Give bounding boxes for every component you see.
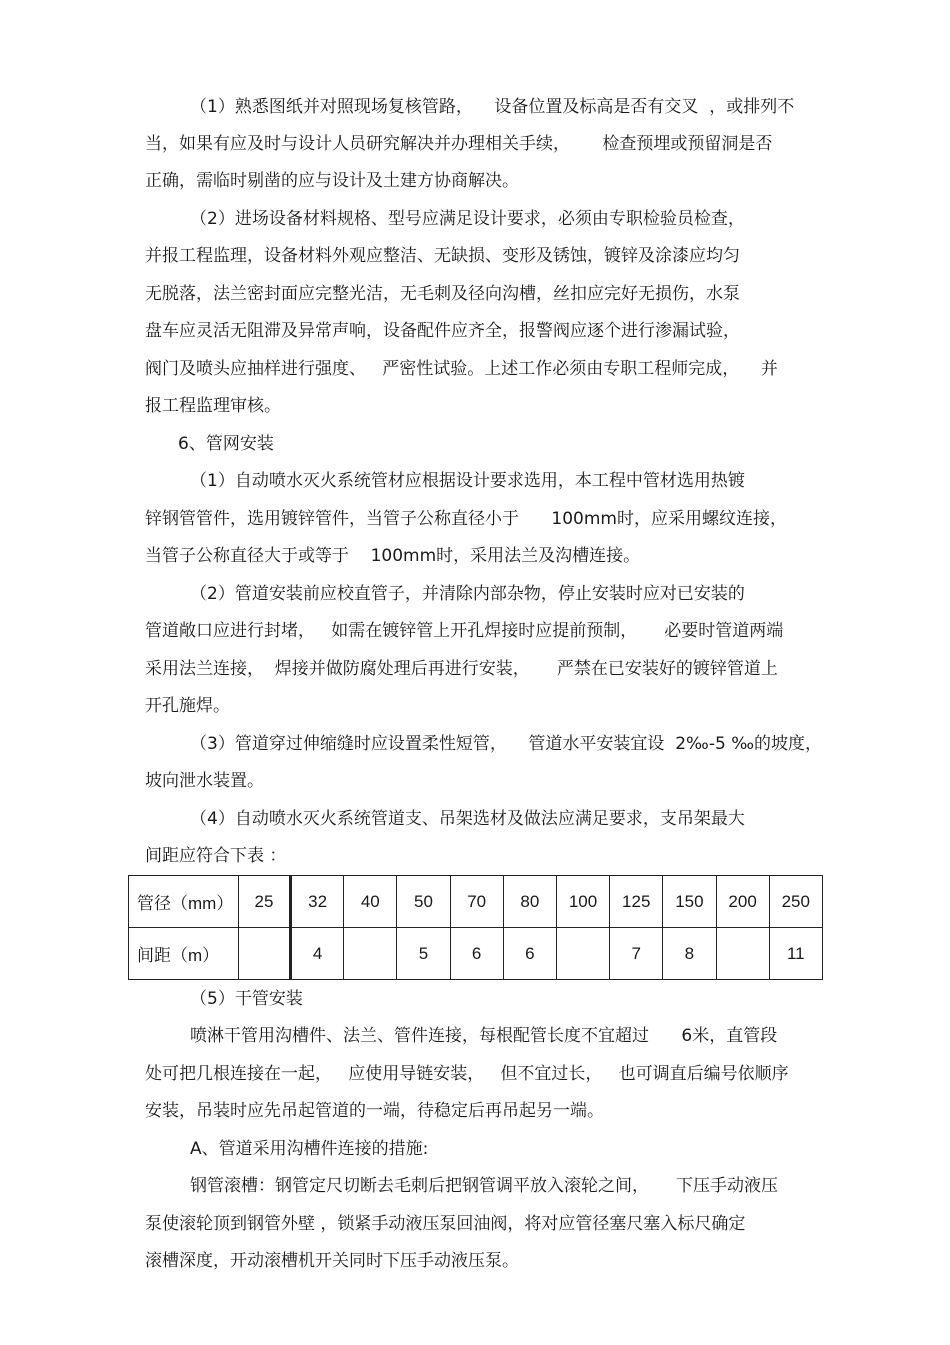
support-spacing-table	[128, 875, 823, 980]
table-cell: 200	[716, 876, 769, 928]
table-cell: 25	[239, 876, 291, 928]
text-line: （3）管道穿过伸缩缝时应设置柔性短管， 管道水平安装宜设 2‰-5 ‰的坡度，	[190, 734, 823, 754]
text-line: 采用法兰连接， 焊接并做防腐处理后再进行安装， 严禁在已安装好的镀锌管道上	[145, 659, 778, 679]
text-line: 锌钢管管件，选用镀锌管件，当管子公称直径小于 100mm时，应采用螺纹连接，	[145, 509, 787, 529]
text-line: （4）自动喷水灭火系统管道支、吊架选材及做法应满足要求，支吊架最大	[190, 809, 745, 829]
table-cell: 150	[663, 876, 716, 928]
text-line: 并报工程监理，设备材料外观应整洁、无缺损、变形及锈蚀，镀锌及涂漆应均匀	[145, 246, 740, 266]
table-cell: 8	[663, 928, 716, 980]
text-line: 滚槽深度，开动滚槽机开关同时下压手动液压泵。	[145, 1251, 519, 1271]
text-line: 报工程监理审核。	[145, 396, 281, 416]
table-cell	[239, 928, 291, 980]
table-cell: 6	[450, 928, 503, 980]
table-header-diameter: 管径（mm）	[129, 876, 239, 928]
text-line: 管道敞口应进行封堵， 如需在镀锌管上开孔焊接时应提前预制， 必要时管道两端	[145, 621, 784, 641]
table-cell	[716, 928, 769, 980]
table-header-spacing: 间距（m）	[129, 928, 239, 980]
text-line: 无脱落，法兰密封面应完整光洁，无毛刺及径向沟槽，丝扣应完好无损伤，水泵	[145, 284, 740, 304]
table-cell: 80	[503, 876, 556, 928]
text-line: 处可把几根连接在一起， 应使用导链安装， 但不宜过长， 也可调直后编号依顺序	[145, 1064, 789, 1084]
text-line: （1）熟悉图纸并对照现场复核管路， 设备位置及标高是否有交叉 ，或排列不	[190, 97, 795, 117]
table-cell: 50	[397, 876, 450, 928]
table-cell: 100	[556, 876, 609, 928]
table-cell: 11	[769, 928, 822, 980]
table-cell: 7	[610, 928, 663, 980]
subsection-heading: A、管道采用沟槽件连接的措施:	[190, 1139, 429, 1159]
text-line: （2）管道安装前应校直管子，并清除内部杂物，停止安装时应对已安装的	[190, 584, 745, 604]
text-line: 阀门及喷头应抽样进行强度、 严密性试验。上述工作必须由专职工程师完成， 并	[145, 359, 778, 379]
text-line: 坡向泄水装置。	[145, 771, 264, 791]
text-line: 安装，吊装时应先吊起管道的一端，待稳定后再吊起另一端。	[145, 1101, 604, 1121]
table-cell: 6	[503, 928, 556, 980]
table-cell: 32	[291, 876, 344, 928]
table-cell: 4	[291, 928, 344, 980]
text-line: （1）自动喷水灭火系统管材应根据设计要求选用，本工程中管材选用热镀	[190, 471, 745, 491]
text-line: 间距应符合下表 ：	[145, 846, 287, 866]
table-cell	[556, 928, 609, 980]
table-cell	[344, 928, 397, 980]
text-line: 当管子公称直径大于或等于 100mm时，采用法兰及沟槽连接。	[145, 546, 641, 566]
section-heading: 6、管网安装	[178, 434, 274, 454]
table-row-diameter	[129, 876, 823, 928]
table-cell: 40	[344, 876, 397, 928]
subsection-heading: （5）干管安装	[190, 989, 303, 1009]
table-cell: 250	[769, 876, 822, 928]
text-line: 开孔施焊。	[145, 696, 230, 716]
table-cell: 125	[610, 876, 663, 928]
text-line: 泵使滚轮顶到钢管外壁 ，锁紧手动液压泵回油阀，将对应管径塞尺塞入标尺确定	[145, 1214, 746, 1234]
text-line: （2）进场设备材料规格、型号应满足设计要求，必须由专职检验员检查，	[190, 209, 745, 229]
table-cell: 70	[450, 876, 503, 928]
text-line: 喷淋干管用沟槽件、法兰、管件连接，每根配管长度不宜超过 6米，直管段	[190, 1026, 778, 1046]
text-line: 盘车应灵活无阻滞及异常声响，设备配件应齐全，报警阀应逐个进行渗漏试验，	[145, 321, 740, 341]
text-line: 当，如果有应及时与设计人员研究解决并办理相关手续， 检查预埋或预留洞是否	[145, 134, 773, 154]
text-line: 钢管滚槽：钢管定尺切断去毛刺后把钢管调平放入滚轮之间， 下压手动液压	[190, 1176, 779, 1196]
table-row-spacing	[129, 928, 823, 980]
text-line: 正确，需临时剔凿的应与设计及土建方协商解决。	[145, 171, 519, 191]
table-cell: 5	[397, 928, 450, 980]
